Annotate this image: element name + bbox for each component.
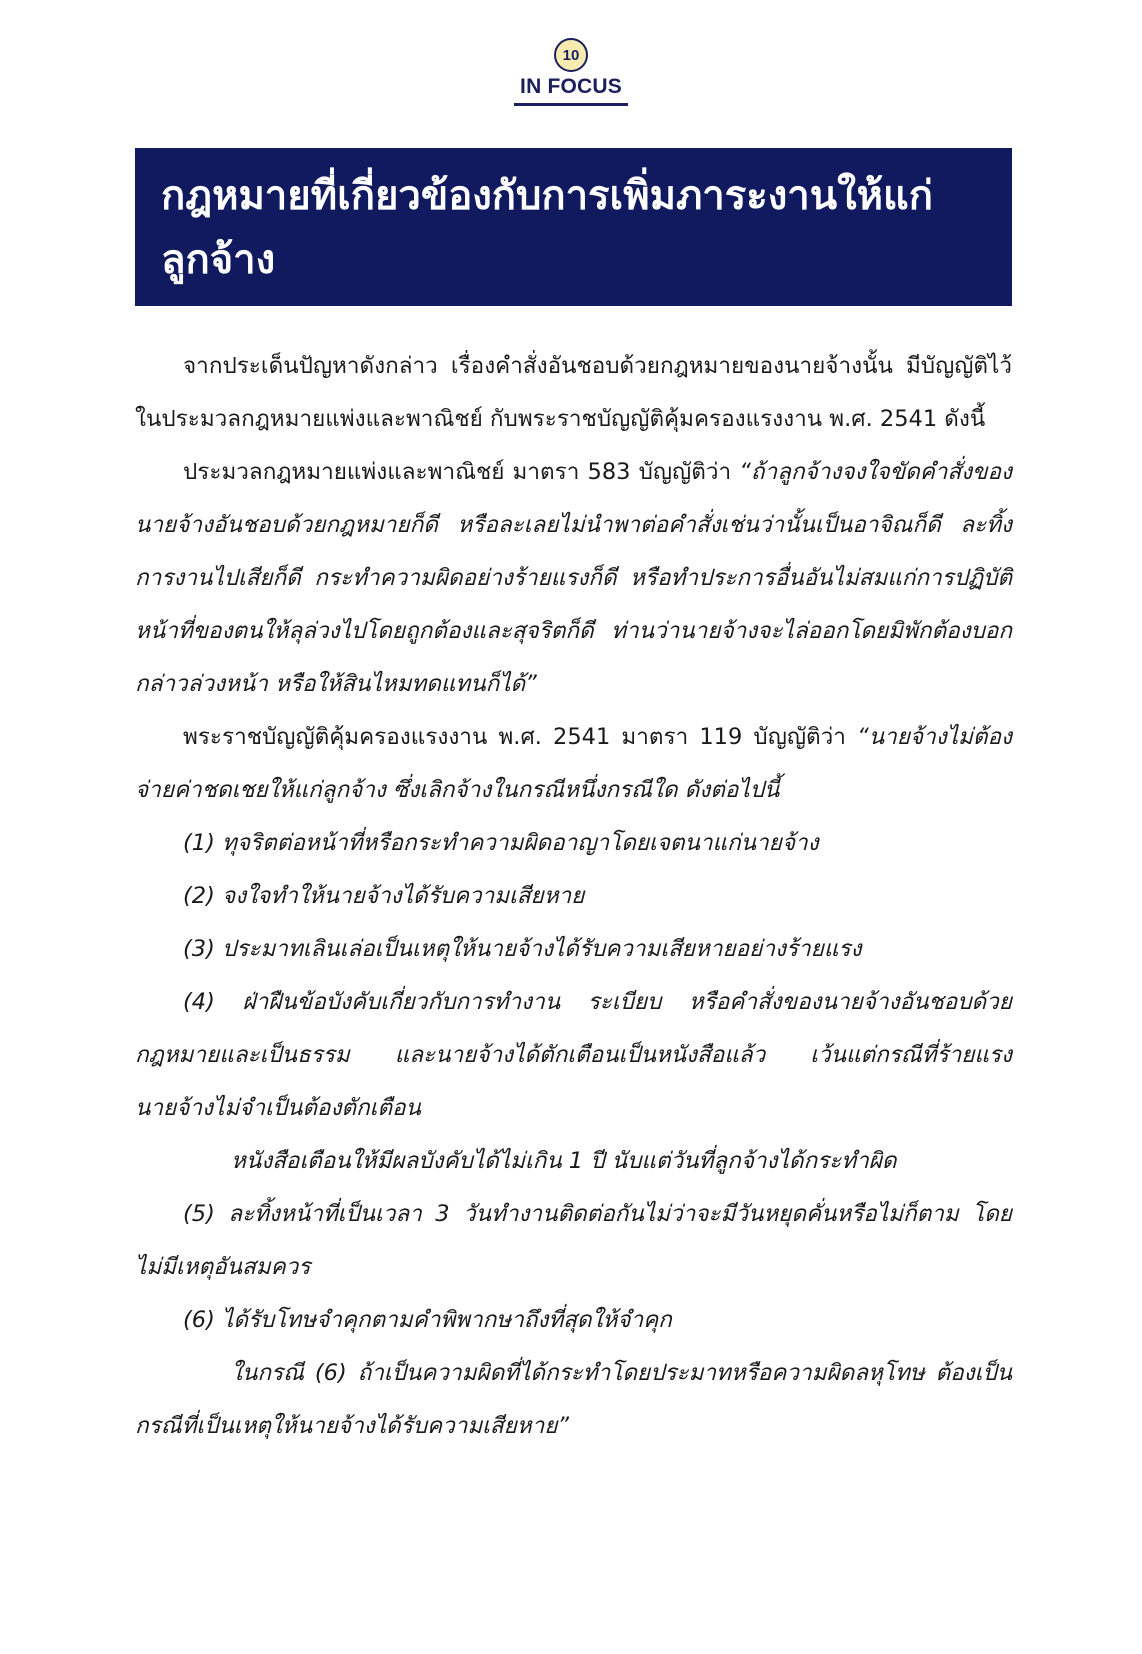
list-item-6: (6) ได้รับโทษจำคุกตามคำพิพากษาถึงที่สุดให้จำคุก bbox=[183, 1307, 672, 1333]
title-banner bbox=[135, 148, 1012, 306]
page-header bbox=[0, 38, 1142, 106]
page-number-badge: 10 bbox=[554, 38, 588, 72]
paragraph-civil-code bbox=[135, 446, 1012, 711]
list-item-1: (1) ทุจริตต่อหน้าที่หรือกระทำความผิดอาญาโดยเจตนาแก่นายจ้าง bbox=[183, 830, 819, 856]
list-item-3: (3) ประมาทเลินเล่อเป็นเหตุให้นายจ้างได้รับความเสียหายอย่างร้ายแรง bbox=[183, 936, 862, 962]
list-item-4-note: หนังสือเตือนให้มีผลบังคับได้ไม่เกิน 1 ปี นับแต่วันที่ลูกจ้างได้กระทำผิด bbox=[231, 1148, 897, 1174]
labour-act-lead: พระราชบัญญัติคุ้มครองแรงงาน พ.ศ. 2541 มาตรา 119 บัญญัติว่า bbox=[183, 724, 858, 750]
paragraph-intro: จากประเด็นปัญหาดังกล่าว เรื่องคำสั่งอันชอบด้วยกฎหมายของนายจ้างนั้น มีบัญญัติไว้ในประมวลกฎหมายแพ่งและพาณิชย์ กับพระราชบัญญัติคุ้มครองแรงงาน พ.ศ. 2541 ดังนี้ bbox=[135, 353, 1012, 432]
list-item-6-note: ในกรณี (6) ถ้าเป็นความผิดที่ได้กระทำโดยประมาทหรือความผิดลหุโทษ ต้องเป็นกรณีที่เป็นเหตุให้นายจ้างได้รับความเสียหาย” bbox=[135, 1360, 1012, 1439]
civil-code-quote: “ถ้าลูกจ้างจงใจขัดคำสั่งของนายจ้างอันชอบด้วยกฎหมายก็ดี หรือละเลยไม่นำพาต่อคำสั่งเช่นว่านั้นเป็นอาจิณก็ดี ละทิ้งการงานไปเสียก็ดี กระทำความผิดอย่างร้ายแรงก็ดี หรือทำประการอื่นอันไม่สมแก่การปฏิบัติหน้าที่ของตนให้ลุล่วงไปโดยถูกต้องและสุจริตก็ดี ท่านว่านายจ้างจะไล่ออกโดยมิพักต้องบอกกล่าวล่วงหน้า หรือให้สินไหมทดแทนก็ได้” bbox=[135, 459, 1012, 697]
page-title: กฎหมายที่เกี่ยวข้องกับการเพิ่มภาระงานให้แก่ลูกจ้าง bbox=[161, 173, 933, 283]
list-item-4: (4) ฝ่าฝืนข้อบังคับเกี่ยวกับการทำงาน ระเบียบ หรือคำสั่งของนายจ้างอันชอบด้วยกฎหมายและเป็นธรรม และนายจ้างได้ตักเตือนเป็นหนังสือแล้ว เว้นแต่กรณีที่ร้ายแรง นายจ้างไม่จำเป็นต้องตักเตือน bbox=[135, 989, 1012, 1121]
list-item-2: (2) จงใจทำให้นายจ้างได้รับความเสียหาย bbox=[183, 883, 585, 909]
section-label: IN FOCUS bbox=[514, 75, 628, 106]
civil-code-lead: ประมวลกฎหมายแพ่งและพาณิชย์ มาตรา 583 บัญญัติว่า bbox=[183, 459, 740, 485]
paragraph-labour-act bbox=[135, 711, 1012, 817]
labour-act-quote: “นายจ้างไม่ต้องจ่ายค่าชดเชยให้แก่ลูกจ้าง ซึ่งเลิกจ้างในกรณีหนึ่งกรณีใด ดังต่อไปนี้ bbox=[135, 724, 1012, 803]
list-item-5: (5) ละทิ้งหน้าที่เป็นเวลา 3 วันทำงานติดต่อกันไม่ว่าจะมีวันหยุดคั่นหรือไม่ก็ตาม โดยไม่มีเหตุอันสมควร bbox=[135, 1201, 1012, 1280]
article-body bbox=[135, 340, 1012, 1453]
